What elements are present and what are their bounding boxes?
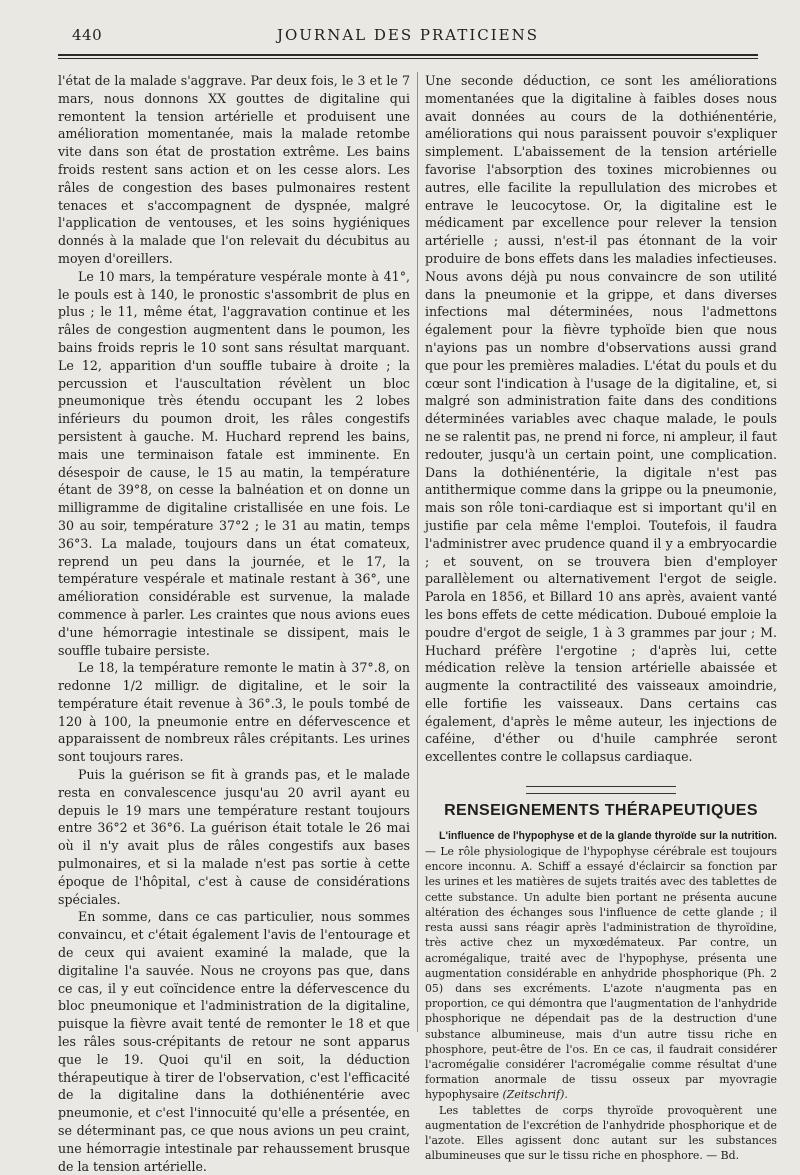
note-title: L'influence de l'hypophyse et de la glande thyroïde sur la nutrition. xyxy=(439,829,777,842)
paragraph: l'état de la malade s'aggrave. Par deux fois, le 3 et le 7 mars, nous donnons XX gouttes de digitaline qui remontent la tension artérielle et produisent une amélioration momentanée, mais la malade retombe vite dans son état de prostation extrême. Les bains froids restent sans action et on les cesse alors. Les râles de congestion des bases pulmonaires restent tenaces et s'accompagnent de dyspnée, malgré l'application de ventouses, et les soins hygiéniques donnés à la malade que l'on relevait du décubitus au moyen d'oreillers. xyxy=(58,73,410,266)
page-header xyxy=(58,26,758,50)
header-rule xyxy=(58,54,758,56)
left-column xyxy=(58,72,410,1175)
paragraph: En somme, dans ce cas particulier, nous sommes convaincu, et c'était également l'avis de l'entourage et de ceux qui avaient examiné la malade, que la digitaline l'a sauvée. Nous ne croyons pas que, dans ce cas, il y eut coïncidence entre la défervescence du bloc pneumonique et l'administration de la digitaline, puisque la fièvre avait tenté de remonter le 18 et que les râles sous-crépitants de retour ne sont apparus que le 19. Quoi qu'il en soit, la déduction thérapeutique à tirer de l'observation, c'est l'efficacité de la digitaline dans la dothiénentérie avec pneumonie, et c'est l'innocuité qu'elle a présentée, en se déterminant pas, ce que nous avions un peu craint, une hémorragie intestinale par rehaussement brusque de la tension artérielle. xyxy=(58,909,410,1174)
section-title: RENSEIGNEMENTS THÉRAPEUTIQUES xyxy=(444,802,758,820)
header-rule-thin xyxy=(58,58,758,59)
paragraph: Puis la guérison se fit à grands pas, et le malade resta en convalescence jusqu'au 20 avril ayant eu depuis le 19 mars une température restant toujours entre 36°2 et 36°6. La guérison était totale le 26 mai où il n'y avait plus de râles congestifs aux bases pulmonaires, et si la malade n'est pas sortie à cette époque de l'hôpital, c'est à cause de considérations spéciales. xyxy=(58,767,410,907)
section-ornament xyxy=(526,786,676,794)
paragraph: Le 18, la température remonte le matin à 37°.8, on redonne 1/2 milligr. de digitaline, et le soir la température était revenue à 36°.3, le pouls tombé de 120 à 100, la pneumonie entre en défervescence et apparaissent de nombreux râles crépitants. Les urines sont toujours rares. xyxy=(58,660,410,765)
paragraph: Le 10 mars, la température vespérale monte à 41°, le pouls est à 140, le pronostic s'assombrit de plus en plus ; le 11, même état, l'aggravation continue et les râles de congestion augmentent dans le poumon, les bains froids repris le 10 sont sans résultat marquant. Le 12, apparition d'un souffle tubaire à droite ; la percussion et l'auscultation révèlent un bloc pneumonique très étendu occupant les 2 lobes inférieurs du poumon droit, les râles congestifs persistent à gauche. M. Huchard reprend les bains, mais une terminaison fatale est imminente. En désespoir de cause, le 15 au matin, la température étant de 39°8, on cesse la balnéation et on donne un milligramme de digitaline cristallisée en une fois. Le 30 au soir, température 37°2 ; le 31 au matin, temps 36°3. La malade, toujours dans un état comateux, reprend un peu dans la journée, et le 17, la température vespérale et matinale restant à 36°, une amélioration considérable est survenue, la malade commence à parler. Les craintes que nous avions eues d'une hémorragie intestinale se dissipent, mais le souffle tubaire persiste. xyxy=(58,268,410,658)
note-paragraph-2: Les tablettes de corps thyroïde provoquèrent une augmentation de l'excrétion de l'anhydride phosphorique et de l'azote. Elles agissent donc autant sur les substances albumineuses que sur le tissu riche en phosphore. — Bd. xyxy=(425,1103,777,1163)
journal-title: JOURNAL DES PRATICIENS xyxy=(276,26,540,44)
note-source: (Zeitschrif). xyxy=(502,1088,568,1102)
note-paragraph xyxy=(425,828,777,1103)
note-body: — Le rôle physiologique de l'hypophyse cérébrale est toujours encore inconnu. A. Schiff a essayé d'éclaircir sa fonction par les urines et les matières de sujets traités avec des tablettes de cette substance. Un adulte bien portant ne présenta aucune altération des échanges sous l'influence de cette glande ; il resta aussi sans réagir après l'administration de thyroïdine, très active chez un myxœdémateux. Par contre, un acromégalique, traité avec de l'hypophyse, présenta une augmentation considérable en anhydride phosphorique (Ph. 2 05) dans ses excréments. L'azote n'augmenta pas en proportion, ce qui démontra que l'augmentation de l'anhydride phosphorique ne dépendait pas de la destruction d'une substance albumineuse, mais d'un autre tissu riche en phosphore, peut-être de l'os. En ce cas, il faudrait considérer l'acromégalie considérer l'acromégalie comme résultat d'une formation anormale de tissu osseux par myovragie hypophysaire xyxy=(425,845,777,1102)
paragraph: Une seconde déduction, ce sont les améliorations momentanées que la digitaline à faibles doses nous avait données au cours de la dothiénentérie, améliorations qui nous paraissent pouvoir s'expliquer simplement. L'abaissement de la tension artérielle favorise l'absorption des toxines microbiennes ou autres, elle facilite la repullulation des microbes et entrave le leucocytose. Or, la digitaline est le médicament par excellence pour relever la tension artérielle ; aussi, n'est-il pas étonnant de la voir produire de bons effets dans les maladies infectieuses. Nous avons déjà pu nous convaincre de son utilité dans la pneumonie et la grippe, et dans diverses infections mal déterminées, nous l'admettons également pour la fièvre typhoïde bien que nous n'ayions pas un nombre d'observations aussi grand que pour les premières maladies. L'état du pouls et du cœur sont l'indication à l'usage de la digitaline, et, si malgré son administration faite dans des conditions déterminées variables avec chaque malade, le pouls ne se ralentit pas, ne prend ni force, ni ampleur, il faut redouter, jusqu'à un certain point, une complication. Dans la dothiénentérie, la digitale n'est pas antithermique comme dans la grippe ou la pneumonie, mais son rôle toni-cardiaque est si important qu'il en justifie par cela même l'emploi. Toutefois, il faudra l'administrer avec prudence quand il y a embryocardie ; et souvent, on se trouvera bien d'employer parallèlement ou alternativement l'ergot de seigle. Parola en 1856, et Billard 10 ans après, avaient vanté les bons effets de cette médication. Duboué emploie la poudre d'ergot de seigle, 1 à 3 grammes par jour ; M. Huchard préfère l'ergotine ; d'après lui, cette médication relève la tension artérielle abaissée et augmente la contractilité des vaisseaux amoindrie, elle fortifie les vaisseaux. Dans certains cas également, d'après le même auteur, les injections de caféine, d'éther ou d'huile camphrée seront excellentes contre le collapsus cardiaque. xyxy=(425,73,777,765)
right-column xyxy=(425,72,777,1163)
column-divider xyxy=(417,72,418,1032)
therapeutic-note xyxy=(425,828,777,1163)
page-number: 440 xyxy=(72,26,103,44)
